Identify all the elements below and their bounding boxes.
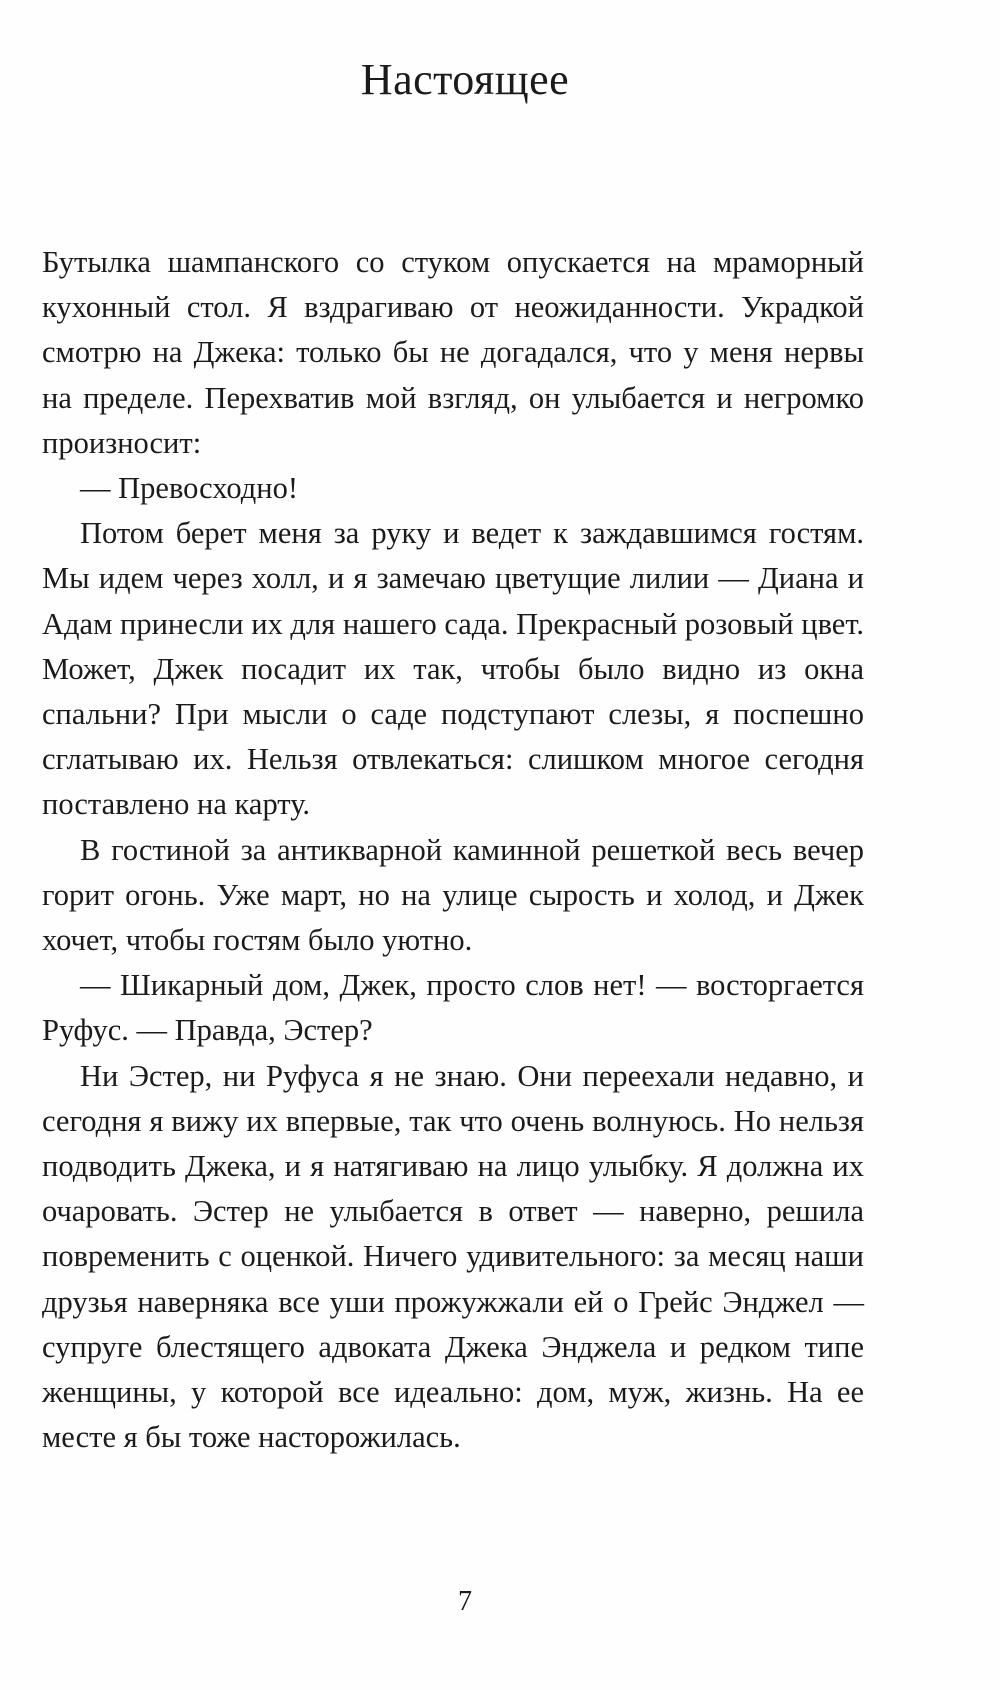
page-number: 7 <box>458 1586 472 1617</box>
paragraph-2-dialogue: — Превосходно! <box>80 471 298 506</box>
paragraph-3: Потом берет меня за руку и ведет к заждавшимся гостям. Мы идем через холл, и я замечаю цветущие лилии — Диана и Адам принесли их для нашего сада. Прекрасный розовый цвет. Может, Джек посадит их так, чтобы было видно из окна спальни? При мысли о саде подступают слезы, я поспешно сглатываю их. Нельзя отвлекаться: слишком многое сегодня поставлено на карту. <box>42 516 864 822</box>
chapter-title: Настоящее <box>360 55 570 104</box>
paragraph-1: Бутылка шампанского со стуком опускается на мраморный кухонный стол. Я вздрагиваю от неожиданности. Украдкой смотрю на Джека: только бы не догадался, что у меня нервы на пределе. Перехватив мой взгляд, он улыбается и негромко произносит: <box>42 245 864 460</box>
paragraph-4: В гостиной за антикварной каминной решеткой весь вечер горит огонь. Уже март, но на улице сырость и холод, и Джек хочет, чтобы гостям было уютно. <box>42 832 864 958</box>
paragraph-5-dialogue: — Шикарный дом, Джек, просто слов нет! — восторгается Руфус. — Правда, Эстер? <box>42 968 864 1048</box>
body-text <box>42 240 864 1460</box>
paragraph-6: Ни Эстер, ни Руфуса я не знаю. Они переехали недавно, и сегодня я вижу их впервые, так что очень волнуюсь. Но нельзя подводить Джека, и я натягиваю на лицо улыбку. Я должна их очаровать. Эстер не улыбается в ответ — наверно, решила повременить с оценкой. Ничего удивительного: за месяц наши друзья наверняка все уши прожужжали ей о Грейс Энджел — супруге блестящего адвоката Джека Энджела и редком типе женщины, у которой все идеально: дом, муж, жизнь. На ее месте я бы тоже насторожилась. <box>42 1058 864 1455</box>
